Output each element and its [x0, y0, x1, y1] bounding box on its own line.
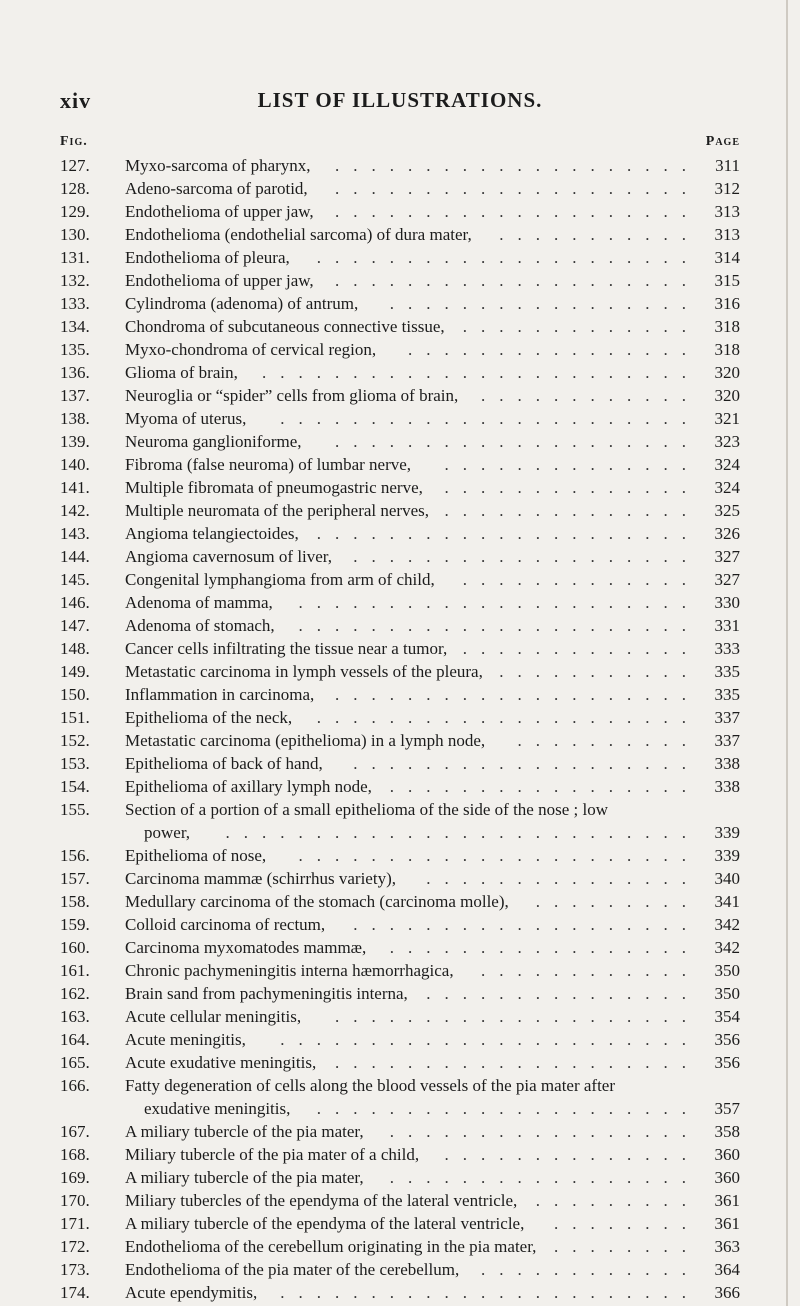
dot-leader: .......................... — [225, 823, 700, 842]
page-number: 358 — [702, 1120, 740, 1143]
dot-leader: .................... — [335, 1007, 700, 1026]
running-title: LIST OF ILLUSTRATIONS. — [257, 88, 543, 112]
figure-number: 163. — [60, 1007, 90, 1026]
dot-leader: ................... — [353, 547, 700, 566]
page-number: 327 — [702, 545, 740, 568]
page-number: 324 — [702, 453, 740, 476]
figure-number: 162. — [60, 984, 90, 1003]
figure-number: 130. — [60, 225, 90, 244]
figure-title: Adeno-sarcoma of parotid, — [125, 179, 308, 198]
list-item — [60, 1051, 740, 1074]
dot-leader: ..................... — [316, 708, 700, 727]
figure-title: Chondroma of subcutaneous connective tissue, — [125, 317, 445, 336]
dot-leader: ............. — [462, 570, 700, 589]
figure-number: 158. — [60, 892, 90, 911]
page-number: 357 — [702, 1097, 740, 1120]
figure-number: 165. — [60, 1053, 90, 1072]
dot-leader: .................... — [335, 685, 700, 704]
page-number: 313 — [702, 223, 740, 246]
page-column-header: Page — [705, 134, 740, 149]
page-number: 337 — [702, 729, 740, 752]
figure-number: 134. — [60, 317, 90, 336]
list-item — [60, 269, 740, 292]
list-item — [60, 729, 740, 752]
figure-title: Epithelioma of back of hand, — [125, 754, 323, 773]
page-number: 313 — [702, 200, 740, 223]
page-folio: xiv — [60, 88, 92, 113]
list-item — [60, 1166, 740, 1189]
dot-leader: ..................... — [316, 248, 700, 267]
figure-number: 129. — [60, 202, 90, 221]
page-number: 311 — [702, 154, 740, 177]
figure-title: Endothelioma of pleura, — [125, 248, 290, 267]
page-number: 324 — [702, 476, 740, 499]
list-item — [60, 384, 740, 407]
dot-leader: .............. — [444, 478, 700, 497]
list-item — [60, 752, 740, 775]
list-item — [60, 637, 740, 660]
page-header — [60, 88, 740, 112]
list-item — [60, 660, 740, 683]
figure-number: 160. — [60, 938, 90, 957]
dot-leader: ................. — [389, 938, 700, 957]
list-item — [60, 1189, 740, 1212]
list-item — [60, 591, 740, 614]
figure-title-continued: exudative meningitis, — [144, 1099, 291, 1118]
figure-title: Epithelioma of the neck, — [125, 708, 293, 727]
list-item — [60, 246, 740, 269]
figure-title: Inflammation in carcinoma, — [125, 685, 315, 704]
page-number: 339 — [702, 844, 740, 867]
figure-number: 139. — [60, 432, 90, 451]
dot-leader: ...................... — [298, 616, 700, 635]
figure-number: 164. — [60, 1030, 90, 1049]
page-number: 321 — [702, 407, 740, 430]
page-number: 325 — [702, 499, 740, 522]
dot-leader: ......... — [535, 892, 700, 911]
figure-number: 172. — [60, 1237, 90, 1256]
dot-leader: ....................... — [280, 409, 700, 428]
figure-number: 171. — [60, 1214, 90, 1233]
figure-title: Cancer cells infiltrating the tissue near a tumor, — [125, 639, 448, 658]
dot-leader: ............... — [426, 869, 700, 888]
dot-leader: ............ — [481, 961, 700, 980]
page-number: 314 — [702, 246, 740, 269]
dot-leader: ............. — [462, 639, 700, 658]
dot-leader: ............... — [426, 984, 700, 1003]
dot-leader: ................. — [389, 294, 700, 313]
list-item — [60, 890, 740, 913]
dot-leader: .................... — [335, 432, 700, 451]
page-number: 327 — [702, 568, 740, 591]
figure-title: Endothelioma of upper jaw, — [125, 271, 314, 290]
dot-leader: ................... — [353, 754, 700, 773]
dot-leader: ........... — [499, 225, 700, 244]
page-number: 330 — [702, 591, 740, 614]
page-number: 360 — [702, 1166, 740, 1189]
figure-number: 153. — [60, 754, 90, 773]
column-headers — [60, 134, 740, 152]
figure-number: 157. — [60, 869, 90, 888]
figure-number: 167. — [60, 1122, 90, 1141]
figure-title: Epithelioma of axillary lymph node, — [125, 777, 372, 796]
figure-title: Section of a portion of a small epithelioma of the side of the nose ; low — [125, 800, 608, 819]
page-number: 312 — [702, 177, 740, 200]
page-number: 333 — [702, 637, 740, 660]
figure-title: Myxo-sarcoma of pharynx, — [125, 156, 311, 175]
page-edge-shadow — [786, 0, 788, 1306]
list-item — [60, 1281, 740, 1304]
list-item — [60, 292, 740, 315]
dot-leader: .......... — [517, 731, 700, 750]
figure-title: Medullary carcinoma of the stomach (carcinoma molle), — [125, 892, 509, 911]
list-item — [60, 1028, 740, 1051]
page-number: 331 — [702, 614, 740, 637]
dot-leader: ......... — [535, 1191, 700, 1210]
dot-leader: ...................... — [298, 846, 700, 865]
list-item — [60, 844, 740, 867]
page-number: 356 — [702, 1028, 740, 1051]
dot-leader: ........................ — [262, 363, 700, 382]
figure-number: 146. — [60, 593, 90, 612]
figure-number: 143. — [60, 524, 90, 543]
list-item — [60, 867, 740, 890]
dot-leader: ............ — [481, 1260, 700, 1279]
list-item — [60, 1235, 740, 1258]
figure-title: Endothelioma of the pia mater of the cerebellum, — [125, 1260, 460, 1279]
list-item — [60, 545, 740, 568]
dot-leader: ................... — [353, 915, 700, 934]
list-item — [60, 936, 740, 959]
figure-number: 155. — [60, 800, 90, 819]
figure-number: 127. — [60, 156, 90, 175]
page-number: 360 — [702, 1143, 740, 1166]
figure-number: 137. — [60, 386, 90, 405]
page-number: 350 — [702, 959, 740, 982]
figure-title: Acute cellular meningitis, — [125, 1007, 302, 1026]
page-number: 320 — [702, 384, 740, 407]
figure-title: Myxo-chondroma of cervical region, — [125, 340, 377, 359]
list-item — [60, 568, 740, 591]
list-item — [60, 223, 740, 246]
figure-title: Fibroma (false neuroma) of lumbar nerve, — [125, 455, 412, 474]
list-item — [60, 361, 740, 384]
page-number: 342 — [702, 913, 740, 936]
figure-number: 174. — [60, 1283, 90, 1302]
figure-number: 141. — [60, 478, 90, 497]
figure-number: 145. — [60, 570, 90, 589]
page-number: 342 — [702, 936, 740, 959]
figure-title: Adenoma of stomach, — [125, 616, 275, 635]
figure-title: Multiple fibromata of pneumogastric nerve, — [125, 478, 423, 497]
figure-title: Multiple neuromata of the peripheral nerves, — [125, 501, 429, 520]
dot-leader: ................. — [389, 1168, 700, 1187]
figure-number: 148. — [60, 639, 90, 658]
figure-number: 170. — [60, 1191, 90, 1210]
figure-title: Epithelioma of nose, — [125, 846, 267, 865]
figure-title: Congenital lymphangioma from arm of child, — [125, 570, 435, 589]
figure-number: 142. — [60, 501, 90, 520]
figure-number: 147. — [60, 616, 90, 635]
figure-number: 138. — [60, 409, 90, 428]
page-number: 318 — [702, 315, 740, 338]
page-number: 320 — [702, 361, 740, 384]
figure-number: 166. — [60, 1076, 90, 1095]
list-item — [60, 1120, 740, 1143]
illustration-list — [60, 154, 740, 1304]
list-item — [60, 1212, 740, 1235]
page-number: 339 — [702, 821, 740, 844]
dot-leader: ..................... — [316, 524, 700, 543]
figure-number: 159. — [60, 915, 90, 934]
page-number: 338 — [702, 775, 740, 798]
page-number: 337 — [702, 706, 740, 729]
list-item — [60, 683, 740, 706]
figure-title: Miliary tubercle of the pia mater of a child, — [125, 1145, 420, 1164]
page-number: 323 — [702, 430, 740, 453]
figure-title: Metastatic carcinoma in lymph vessels of the pleura, — [125, 662, 483, 681]
page-number: 361 — [702, 1212, 740, 1235]
dot-leader: .............. — [444, 455, 700, 474]
list-item — [60, 959, 740, 982]
page-number: 364 — [702, 1258, 740, 1281]
list-item — [60, 1074, 740, 1120]
list-item — [60, 614, 740, 637]
dot-leader: .................... — [335, 271, 700, 290]
figure-title: Acute ependymitis, — [125, 1283, 258, 1302]
page-number: 335 — [702, 683, 740, 706]
list-item — [60, 913, 740, 936]
figure-number: 150. — [60, 685, 90, 704]
figure-title: Acute meningitis, — [125, 1030, 246, 1049]
figure-title: Acute exudative meningitis, — [125, 1053, 317, 1072]
list-item — [60, 499, 740, 522]
list-item — [60, 200, 740, 223]
figure-title: Glioma of brain, — [125, 363, 238, 382]
figure-title: A miliary tubercle of the pia mater, — [125, 1168, 364, 1187]
figure-title: Brain sand from pachymeningitis interna, — [125, 984, 408, 1003]
list-item — [60, 453, 740, 476]
dot-leader: ........ — [554, 1237, 700, 1256]
figure-number: 131. — [60, 248, 90, 267]
dot-leader: ....................... — [280, 1030, 700, 1049]
figure-title: Myoma of uterus, — [125, 409, 247, 428]
list-item — [60, 982, 740, 1005]
figure-title: Neuroma ganglioniforme, — [125, 432, 302, 451]
dot-leader: ..................... — [316, 1099, 700, 1118]
list-item — [60, 798, 740, 844]
figure-number: 151. — [60, 708, 90, 727]
page-number: 340 — [702, 867, 740, 890]
list-item — [60, 522, 740, 545]
figure-title: Angioma telangiectoides, — [125, 524, 299, 543]
figure-title: Adenoma of mamma, — [125, 593, 273, 612]
page-number: 315 — [702, 269, 740, 292]
page-number: 338 — [702, 752, 740, 775]
figure-number: 149. — [60, 662, 90, 681]
figure-title: Endothelioma (endothelial sarcoma) of dura mater, — [125, 225, 472, 244]
figure-number: 168. — [60, 1145, 90, 1164]
page-number: 341 — [702, 890, 740, 913]
list-item — [60, 407, 740, 430]
figure-number: 132. — [60, 271, 90, 290]
page-number: 363 — [702, 1235, 740, 1258]
fig-column-header: Fig. — [60, 134, 88, 149]
list-item — [60, 177, 740, 200]
figure-number: 156. — [60, 846, 90, 865]
figure-title: Carcinoma myxomatodes mammæ, — [125, 938, 367, 957]
figure-title: Angioma cavernosum of liver, — [125, 547, 333, 566]
figure-title: Colloid carcinoma of rectum, — [125, 915, 326, 934]
page-number: 354 — [702, 1005, 740, 1028]
page-number: 350 — [702, 982, 740, 1005]
page-number: 366 — [702, 1281, 740, 1304]
dot-leader: ....................... — [280, 1283, 700, 1302]
figure-number: 154. — [60, 777, 90, 796]
page-number: 335 — [702, 660, 740, 683]
figure-title: A miliary tubercle of the ependyma of the lateral ventricle, — [125, 1214, 525, 1233]
figure-number: 161. — [60, 961, 90, 980]
figure-number: 128. — [60, 179, 90, 198]
list-item — [60, 706, 740, 729]
figure-title: Metastatic carcinoma (epithelioma) in a lymph node, — [125, 731, 486, 750]
page-number: 318 — [702, 338, 740, 361]
figure-title: Endothelioma of upper jaw, — [125, 202, 314, 221]
list-item — [60, 315, 740, 338]
dot-leader: ................. — [389, 1122, 700, 1141]
dot-leader: .............. — [444, 501, 700, 520]
figure-title: Endothelioma of the cerebellum originating in the pia mater, — [125, 1237, 537, 1256]
list-item — [60, 430, 740, 453]
figure-number: 140. — [60, 455, 90, 474]
dot-leader: ...................... — [298, 593, 700, 612]
figure-title: Cylindroma (adenoma) of antrum, — [125, 294, 359, 313]
figure-number: 169. — [60, 1168, 90, 1187]
list-item — [60, 154, 740, 177]
list-item — [60, 1143, 740, 1166]
dot-leader: ............ — [481, 386, 700, 405]
figure-title: Miliary tubercles of the ependyma of the lateral ventricle, — [125, 1191, 518, 1210]
dot-leader: .................... — [335, 202, 700, 221]
dot-leader: ................. — [389, 777, 700, 796]
figure-title: Carcinoma mammæ (schirrhus variety), — [125, 869, 396, 888]
figure-title: Fatty degeneration of cells along the blood vessels of the pia mater after — [125, 1076, 616, 1095]
figure-number: 133. — [60, 294, 90, 313]
list-item — [60, 775, 740, 798]
dot-leader: ............. — [462, 317, 700, 336]
dot-leader: .............. — [444, 1145, 700, 1164]
dot-leader: ........ — [554, 1214, 700, 1233]
page-number: 356 — [702, 1051, 740, 1074]
figure-title: A miliary tubercle of the pia mater, — [125, 1122, 364, 1141]
figure-number: 173. — [60, 1260, 90, 1279]
list-item — [60, 338, 740, 361]
page-number: 316 — [702, 292, 740, 315]
list-item — [60, 1005, 740, 1028]
page-number: 326 — [702, 522, 740, 545]
dot-leader: .................... — [335, 156, 700, 175]
list-item — [60, 1258, 740, 1281]
list-item — [60, 476, 740, 499]
dot-leader: .................... — [335, 179, 700, 198]
page-number: 361 — [702, 1189, 740, 1212]
figure-number: 144. — [60, 547, 90, 566]
dot-leader: ........... — [499, 662, 700, 681]
figure-number: 152. — [60, 731, 90, 750]
dot-leader: ................ — [408, 340, 700, 359]
figure-title-continued: power, — [144, 823, 191, 842]
figure-title: Chronic pachymeningitis interna hæmorrhagica, — [125, 961, 454, 980]
figure-title: Neuroglia or “spider” cells from glioma of brain, — [125, 386, 459, 405]
dot-leader: .................... — [335, 1053, 700, 1072]
figure-number: 136. — [60, 363, 90, 382]
figure-number: 135. — [60, 340, 90, 359]
